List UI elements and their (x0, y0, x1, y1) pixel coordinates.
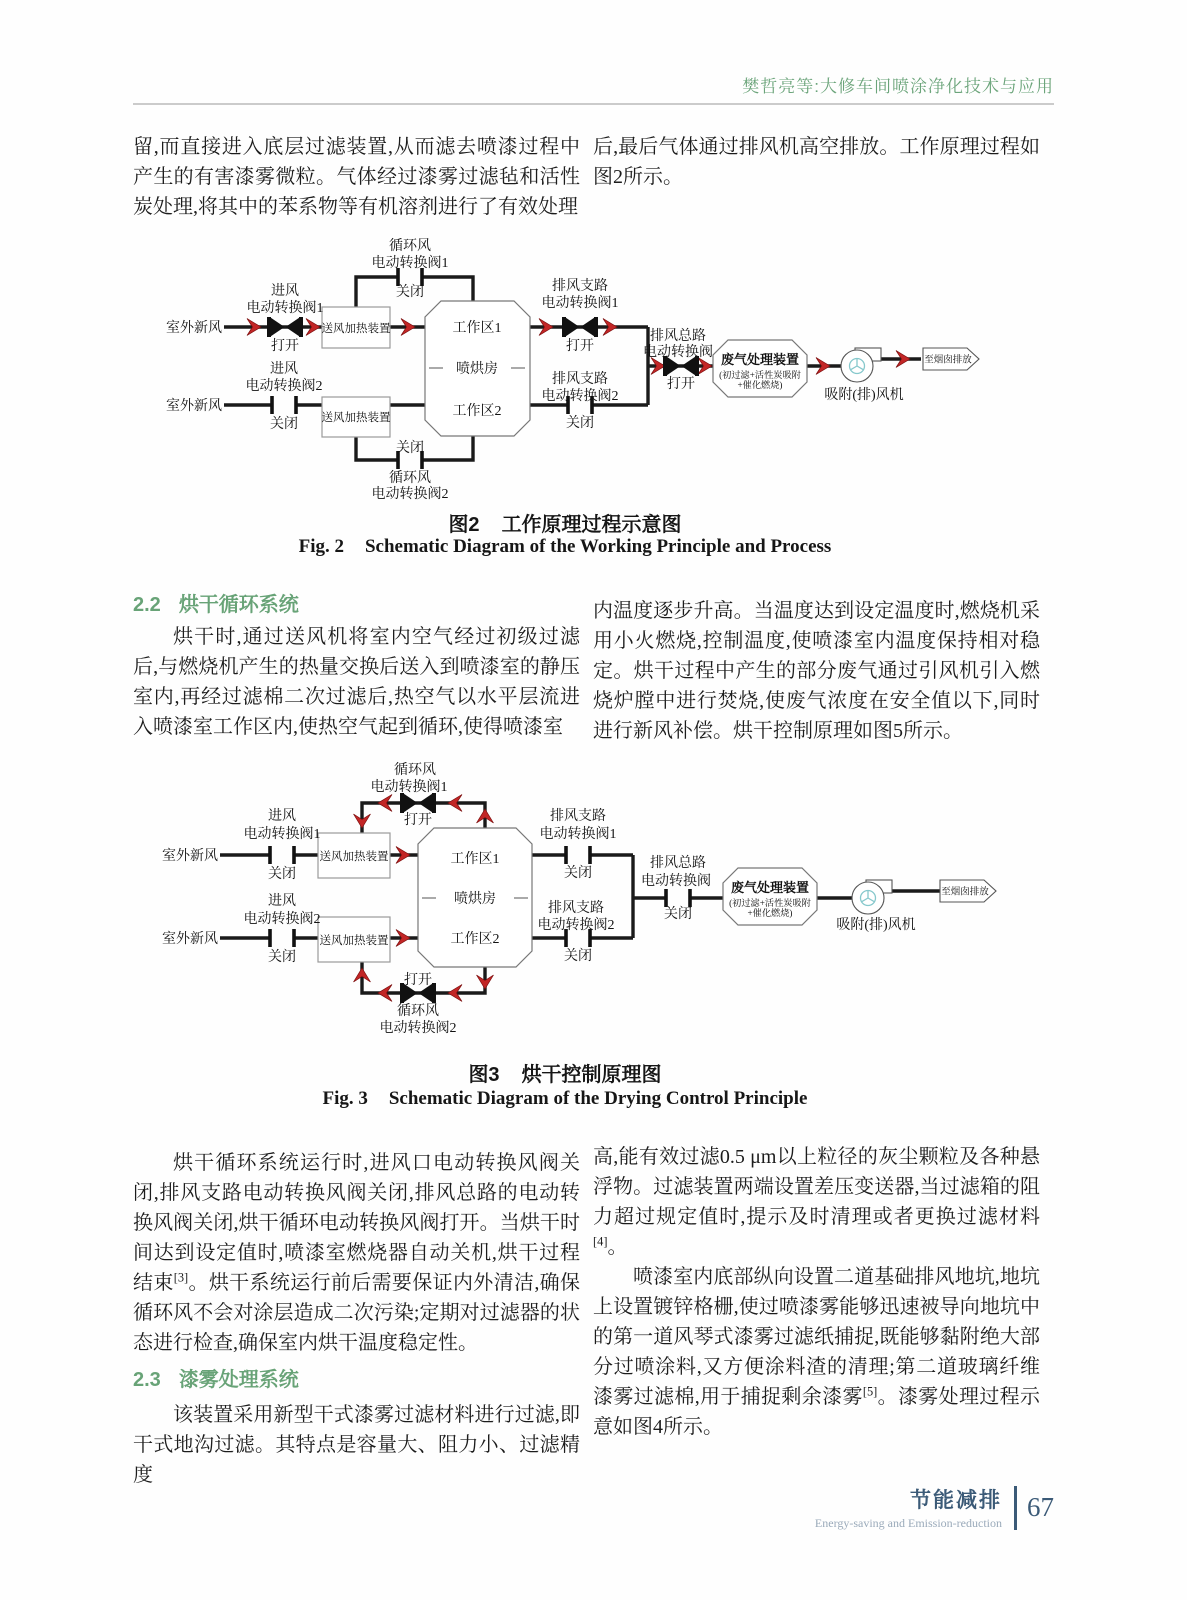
page-number: 67 (1027, 1492, 1054, 1522)
label-valve-state: 打开 (667, 377, 695, 392)
label-valve-state: 关闭 (270, 417, 298, 432)
paragraph: 烘干时,通过送风机将室内空气经过初级过滤后,与燃烧机产生的热量交换后送入到喷漆室的静压室内,再经过滤棉二次过滤后,热空气以水平层流进入喷漆室工作区内,使热空气起到循环,使得喷漆室 (133, 626, 580, 738)
label-exhaust-branch: 电动转换阀2 (541, 389, 619, 404)
journal-footer (815, 1484, 1054, 1531)
label-exhaust-branch: 电动转换阀2 (537, 918, 615, 933)
caption-title: 工作原理过程示意图 (501, 514, 682, 536)
footer-divider-bar (1014, 1486, 1017, 1530)
figure2-diagram (0, 232, 1187, 512)
label-exhaust-branch: 电动转换阀1 (539, 827, 617, 842)
label-exhaust-branch: 电动转换阀1 (541, 296, 619, 311)
label-valve-state: 打开 (566, 339, 594, 354)
journal-name-block (815, 1484, 1002, 1531)
label-valve-state: 打开 (271, 339, 299, 354)
section-heading (133, 588, 299, 617)
figure2-caption-cn (135, 508, 995, 537)
label-inlet-valve: 电动转换阀2 (243, 912, 321, 927)
valve-closed-icon (272, 396, 296, 414)
label-valve-state: 关闭 (268, 950, 296, 965)
label-valve-state: 打开 (404, 813, 432, 828)
figure3-caption-en (135, 1088, 995, 1110)
figure2-labels (166, 238, 904, 502)
figure3-caption-cn (135, 1058, 995, 1087)
paragraph: 内温度逐步升高。当温度达到设定温度时,燃烧机采用小火燃烧,控制温度,使喷漆室内温度保持相对稳定。烘干过程中产生的部分废气通过引风机引入燃烧炉膛中进行焚烧,使废气浓度在安全值以下,同时进行新风补偿。烘干控制原理如图5所示。 (593, 600, 1040, 742)
label-circ-valve: 电动转换阀1 (371, 256, 449, 271)
label-inlet-valve: 进风 (271, 284, 299, 299)
section-title: 烘干循环系统 (178, 594, 299, 616)
section-title: 漆雾处理系统 (178, 1369, 299, 1391)
label-exhaust-branch: 排风支路 (552, 372, 608, 387)
caption-title: Schematic Diagram of the Working Principle and Process (364, 536, 832, 557)
valve-closed-icon (566, 846, 590, 864)
label-heater: 送风加热装置 (321, 323, 391, 335)
figure2-caption-en (135, 536, 995, 558)
caption-tag: 图3 (468, 1064, 500, 1086)
label-treatment-sub: +催化燃烧) (737, 380, 783, 390)
label-inlet-valve: 进风 (268, 894, 296, 909)
section-number: 2.2 (133, 594, 161, 616)
caption-title: Schematic Diagram of the Drying Control Principle (388, 1088, 808, 1109)
valve-closed-icon (270, 929, 294, 947)
label-inlet-valve: 进风 (270, 362, 298, 377)
paragraph: 留,而直接进入底层过滤装置,从而滤去喷漆过程中产生的有害漆雾微粒。气体经过漆雾过滤毡和活性炭处理,将其中的苯系物等有机溶剂进行了有效处理 (133, 136, 580, 218)
label-heater: 送风加热装置 (319, 935, 389, 947)
label-inlet-valve: 进风 (268, 809, 296, 824)
s22-left-column (133, 622, 580, 742)
stack-label: 至烟囱排放 (941, 887, 989, 898)
label-valve-state: 打开 (404, 973, 432, 988)
s22-right-column (593, 596, 1040, 746)
label-circ-valve: 循环风 (397, 1004, 439, 1019)
intro-left-column (133, 132, 580, 222)
stack-banner (940, 880, 996, 902)
fan-icon (841, 348, 881, 382)
label-valve-state: 关闭 (396, 441, 424, 456)
paragraph: 该装置采用新型干式漆雾过滤材料进行过滤,即干式地沟过滤。其特点是容量大、阻力小、过滤精度 (133, 1404, 580, 1486)
label-exhaust-branch: 排风支路 (548, 901, 604, 916)
label-work-zone: 工作区2 (450, 932, 500, 947)
label-exhaust-main: 排风总路 (650, 856, 706, 871)
label-outdoor-air: 室外新风 (162, 849, 218, 864)
journal-name-en: Energy-saving and Emission-reduction (814, 1516, 1002, 1530)
label-exhaust-main: 排风总路 (650, 329, 706, 344)
section-2-2 (133, 588, 299, 617)
caption-tag: 图2 (448, 514, 480, 536)
label-treatment-sub: (初过滤+活性炭吸附 (719, 370, 801, 380)
figure3-diagram (0, 758, 1187, 1048)
journal-name-cn: 节能减排 (910, 1489, 1002, 1512)
label-booth: 喷烘房 (456, 362, 498, 377)
section-heading (133, 1365, 580, 1395)
paragraph: 烘干循环系统运行时,进风口电动转换风阀关闭,排风支路电动转换风阀关闭,排风总路的电动转换风阀关闭,烘干循环电动转换风阀打开。当烘干时间达到设定值时,喷漆室燃烧器自动关机,烘干过程结束[3]。烘干系统运行前后需要保证内外清洁,确保循环风不会对涂层造成二次污染;定期对过滤器的状态进行检查,确保室内烘干温度稳定性。 (133, 1152, 581, 1354)
label-fan: 吸附(排)风机 (824, 388, 904, 403)
stack-label: 至烟囱排放 (924, 355, 972, 366)
label-booth: 喷烘房 (454, 892, 496, 907)
label-exhaust-main: 电动转换阀 (641, 874, 711, 889)
label-valve-state: 关闭 (566, 416, 594, 431)
label-work-zone: 工作区1 (450, 852, 500, 867)
label-heater: 送风加热装置 (319, 851, 389, 863)
running-head: 樊哲亮等:大修车间喷涂净化技术与应用 (742, 77, 1054, 96)
label-valve-state: 关闭 (564, 866, 592, 881)
paragraph: 后,最后气体通过排风机高空排放。工作原理过程如图2所示。 (593, 136, 1040, 188)
label-inlet-valve: 电动转换阀1 (246, 301, 324, 316)
label-treatment: 废气处理装置 (730, 880, 810, 895)
section-number: 2.3 (133, 1369, 161, 1391)
label-circ-valve: 循环风 (394, 763, 436, 778)
valve-closed-icon (270, 846, 294, 864)
label-inlet-valve: 电动转换阀2 (245, 379, 323, 394)
label-outdoor-air: 室外新风 (162, 932, 218, 947)
label-treatment-sub: (初过滤+活性炭吸附 (729, 898, 811, 908)
label-heater: 送风加热装置 (321, 412, 391, 424)
label-valve-state: 关闭 (564, 949, 592, 964)
caption-tag: Fig. 3 (322, 1088, 368, 1109)
label-exhaust-main: 电动转换阀 (643, 345, 713, 360)
label-circ-valve: 循环风 (389, 239, 431, 254)
label-treatment: 废气处理装置 (720, 352, 800, 367)
label-valve-state: 关闭 (396, 285, 424, 300)
paragraph: 高,能有效过滤0.5 μm以上粒径的灰尘颗粒及各种悬浮物。过滤装置两端设置差压变送器,当过滤箱的阻力超过规定值时,提示及时清理或者更换过滤材料[4]。 (593, 1146, 1040, 1258)
bottom-right-column (593, 1142, 1040, 1442)
label-exhaust-branch: 排风支路 (550, 809, 606, 824)
label-outdoor-air: 室外新风 (166, 399, 222, 414)
valve-closed-icon (666, 889, 690, 907)
label-circ-valve: 循环风 (389, 471, 431, 486)
label-valve-state: 关闭 (268, 867, 296, 882)
intro-right-column (593, 132, 1040, 192)
label-treatment-sub: +催化燃烧) (747, 908, 793, 918)
stack-banner (923, 348, 979, 370)
fan-icon (852, 880, 892, 914)
paragraph: 喷漆室内底部纵向设置二道基础排风地坑,地坑上设置镀锌格栅,使过喷漆雾能够迅速被导向地坑中的第一道风琴式漆雾过滤纸捕捉,既能够黏附绝大部分过喷涂料,又方便涂料渣的清理;第二道玻璃纤维漆雾过滤棉,用于捕捉剩余漆雾[5]。漆雾处理过程示意如图4所示。 (593, 1266, 1041, 1438)
label-fan: 吸附(排)风机 (836, 918, 916, 933)
label-work-zone: 工作区2 (452, 404, 502, 419)
bottom-left-column (133, 1148, 580, 1490)
label-outdoor-air: 室外新风 (166, 321, 222, 336)
figure3-labels (162, 762, 916, 1036)
label-exhaust-branch: 排风支路 (552, 279, 608, 294)
label-circ-valve: 电动转换阀2 (371, 487, 449, 502)
caption-tag: Fig. 2 (298, 536, 345, 557)
label-work-zone: 工作区1 (452, 321, 502, 336)
label-inlet-valve: 电动转换阀1 (243, 827, 321, 842)
caption-title: 烘干控制原理图 (521, 1064, 662, 1086)
label-circ-valve: 电动转换阀2 (379, 1021, 457, 1036)
label-circ-valve: 电动转换阀1 (370, 780, 448, 795)
header-rule (133, 103, 1054, 105)
label-valve-state: 关闭 (664, 907, 692, 922)
